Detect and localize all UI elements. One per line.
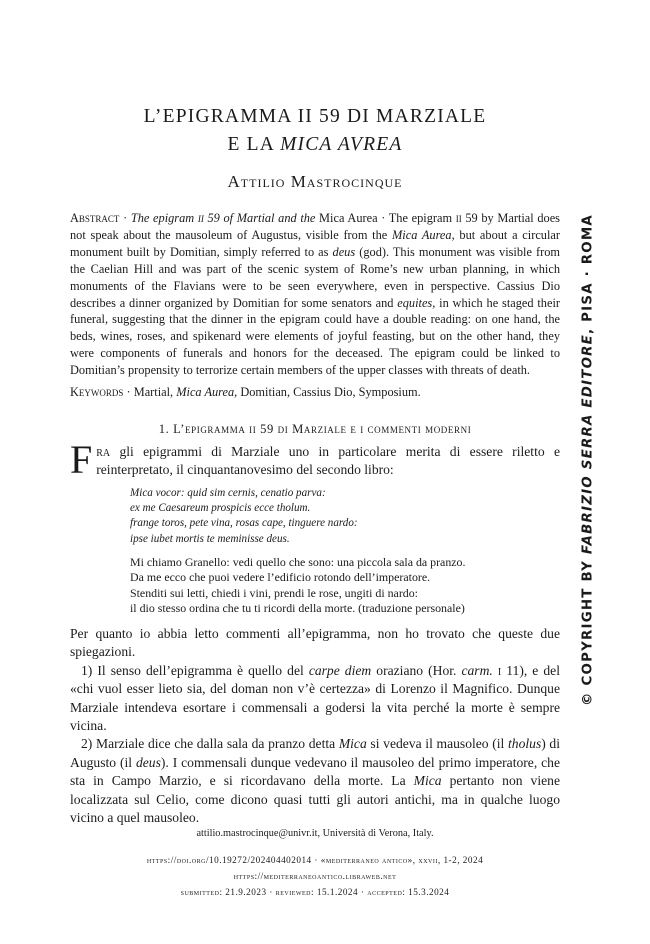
italian-translation [130,555,550,616]
intro-smallcaps: ra [96,444,111,459]
title-italic: MICA AVREA [280,134,403,155]
intro-paragraph [70,437,560,482]
latin-line: ex me Caesareum prospicis ecce tholum. [130,502,311,515]
submission-dates: submitted: 21.9.2023 · reviewed: 15.1.2024 · accepted: 15.3.2024 [180,887,450,897]
translation-line: Mi chiamo Granello: vedi quello che sono: una piccola sala da pranzo. [130,555,466,569]
author-name: Attilio Mastrocinque [227,172,403,191]
article-title-line-2 [70,131,560,159]
latin-line: frange toros, pete vina, rosas cape, tinguere nardo: [130,517,358,530]
copyright-sidebar [573,214,603,706]
abstract-title: The epigram ii 59 of Martial and the [130,211,316,225]
author-email-affiliation: attilio.mastrocinque@univr.it, Università di Verona, Italy. [196,828,434,839]
latin-line: ipse iubet mortis te meminisse deus. [130,532,290,545]
translation-line: Da me ecco che puoi vedere l’edificio rotondo dell’imperatore. [130,570,431,585]
latin-line: Mica vocor: quid sim cernis, cenatio parva: [130,487,326,499]
copyright-text: © COPYRIGHT BY FABRIZIO SERRA EDITORE, PISA · ROMA [580,214,596,706]
body-paragraph: Per quanto io abbia letto commenti all’epigramma, non ho trovato che queste due spiegazioni. [70,626,560,660]
latin-epigram [130,486,550,547]
intro-text: gli epigrammi di Marziale uno in particolare merita di essere riletto e reinterpretato, il cinquantanovesimo del secondo libro: [96,444,560,478]
body-paragraph: 2) Marziale dice che dalla sala da pranzo detta Mica si vedeva il mausoleo (il tholus) di Augusto (il deus). I commensali dunque vedevano il mausoleo del primo imperatore, che sta in Campo Marzio, e si ricordavano della morte. La Mica pertanto non viene localizzata sul Celio, come dicono quasi tutti gli autori antichi, ma in qualche luogo vicino a quel mausoleo. [70,736,561,826]
body-paragraph: 1) Il senso dell’epigramma è quello del carpe diem oraziano (Hor. carm. i 11), e del «chi vuol esser lieto sia, del doman non v’è certezza» di Lorenzo il Magnifico. Dunque Marziale intendeva esortare i commensali a godersi la vita perché la morte è sempre vicina. [70,662,560,734]
article-title-line-1: L’EPIGRAMMA II 59 DI MARZIALE [143,106,487,127]
title-prefix: E LA [227,134,281,155]
abstract-sep: · [119,211,131,225]
keywords: Keywords · Martial, Mica Aurea, Domitian, Cassius Dio, Symposium. [70,385,421,399]
translation-line: Stenditi sui letti, chiedi i vini, prendi le rose, ungiti di nardo: [130,585,418,600]
body-text [70,625,560,827]
doi-line: https://doi.org/10.19272/202404402014 · «mediterraneo antico», xxvii, 1-2, 2024 [146,855,484,865]
drop-cap: F [70,437,93,482]
keywords-label: Keywords [70,385,124,399]
translation-line: il dio stesso ordina che tu ti ricordi della morte. (traduzione personale) [130,600,465,615]
abstract-label: Abstract [70,211,120,225]
abstract: Abstract · The epigram ii 59 of Martial and the Mica Aurea · The epigram ii 59 by Martial does not speak about the mausoleum of Augustus, visible from the Mica Aurea, but about a circular monument built by Domitian, simply referred to as deus (god). This monument was visible from the Caelian Hill and was part of the scenic system of Rome’s new urban planning, in which monuments of the Flavians were to be seen everywhere, even in perspective. Cassius Dio describes a dinner organized by Domitian for some senators and equites, in which he staged their funeral, suggesting that the dinner in the epigram could have a double reading: on one hand, the beds, wines, roses, and spikenard were elements of joyful feasting, but on the other hand, they were components of funerals and honors for the deceased. The epigram could be linked to Domitian’s propensity to terrorize certain members of the upper classes with threats of death. [70,211,561,378]
journal-website: https://mediterraneoantico.libraweb.net [233,871,397,881]
section-heading: 1. L’epigramma ii 59 di Marziale e i commenti moderni [158,422,472,436]
